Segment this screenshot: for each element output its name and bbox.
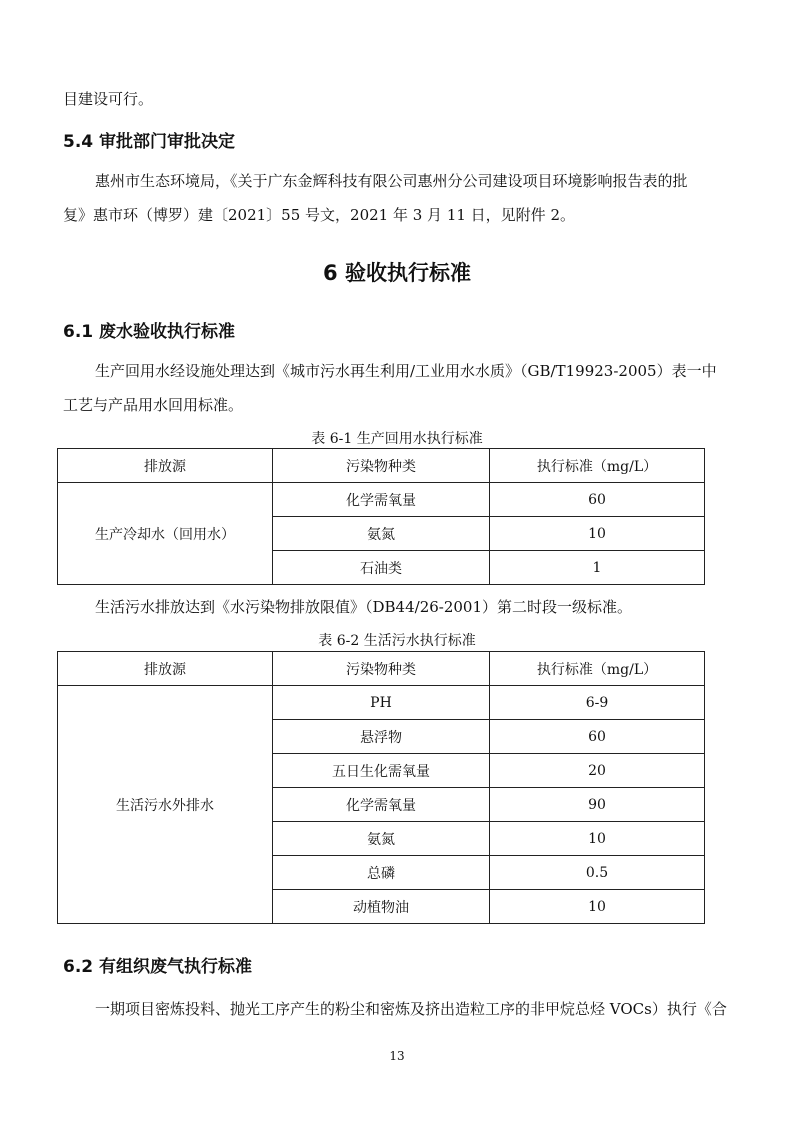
table-6-1 [57, 448, 705, 585]
pollutant-cell: PH [273, 686, 490, 720]
paragraph-text: 一期项目密炼投料、抛光工序产生的粉尘和密炼及挤出造粒工序的非甲烷总烃 VOCs）执行《合 [95, 1000, 727, 1018]
value-cell: 10 [490, 890, 705, 924]
pollutant-cell: 化学需氧量 [273, 483, 490, 517]
pollutant-cell: 化学需氧量 [273, 788, 490, 822]
page-number: 13 [389, 1049, 405, 1063]
table-header-row [58, 652, 705, 686]
value-cell: 20 [490, 754, 705, 788]
pollutant-cell: 总磷 [273, 856, 490, 890]
pollutant-cell: 氨氮 [273, 517, 490, 551]
column-header: 执行标准（mg/L） [490, 449, 705, 483]
column-header: 排放源 [58, 449, 273, 483]
section-heading-5-4: 5.4 审批部门审批决定 [63, 132, 236, 152]
column-header: 执行标准（mg/L） [490, 652, 705, 686]
pollutant-cell: 五日生化需氧量 [273, 754, 490, 788]
pollutant-cell: 石油类 [273, 551, 490, 585]
column-header: 污染物种类 [273, 449, 490, 483]
value-cell: 90 [490, 788, 705, 822]
paragraph-text: 工艺与产品用水回用标准。 [63, 396, 244, 414]
paragraph-text: 复》惠市环（博罗）建〔2021〕55 号文，2021 年 3 月 11 日，见附件 2。 [63, 206, 575, 224]
section-heading-6-1: 6.1 废水验收执行标准 [63, 322, 236, 342]
value-cell: 60 [490, 720, 705, 754]
paragraph-text: 惠州市生态环境局，《关于广东金辉科技有限公司惠州分公司建设项目环境影响报告表的批 [95, 172, 688, 190]
value-cell: 10 [490, 822, 705, 856]
column-header: 排放源 [58, 652, 273, 686]
paragraph-text: 生产回用水经设施处理达到《城市污水再生利用/工业用水水质》（GB/T19923-2005）表一中 [95, 362, 717, 380]
table-header-row [58, 449, 705, 483]
source-cell: 生活污水外排水 [58, 686, 273, 924]
paragraph-text: 目建设可行。 [63, 90, 154, 108]
value-cell: 0.5 [490, 856, 705, 890]
value-cell: 6-9 [490, 686, 705, 720]
column-header: 污染物种类 [273, 652, 490, 686]
value-cell: 10 [490, 517, 705, 551]
pollutant-cell: 氨氮 [273, 822, 490, 856]
table-6-2 [57, 651, 705, 924]
pollutant-cell: 动植物油 [273, 890, 490, 924]
section-heading-6-2: 6.2 有组织废气执行标准 [63, 957, 253, 977]
pollutant-cell: 悬浮物 [273, 720, 490, 754]
value-cell: 60 [490, 483, 705, 517]
value-cell: 1 [490, 551, 705, 585]
table-row [58, 483, 705, 517]
table-row [58, 686, 705, 720]
paragraph-text: 生活污水排放达到《水污染物排放限值》（DB44/26-2001）第二时段一级标准。 [95, 598, 633, 616]
source-cell: 生产冷却水（回用水） [58, 483, 273, 585]
chapter-heading-6: 6 验收执行标准 [323, 261, 471, 285]
table-caption: 表 6-2 生活污水执行标准 [318, 633, 476, 649]
table-caption: 表 6-1 生产回用水执行标准 [311, 431, 483, 447]
